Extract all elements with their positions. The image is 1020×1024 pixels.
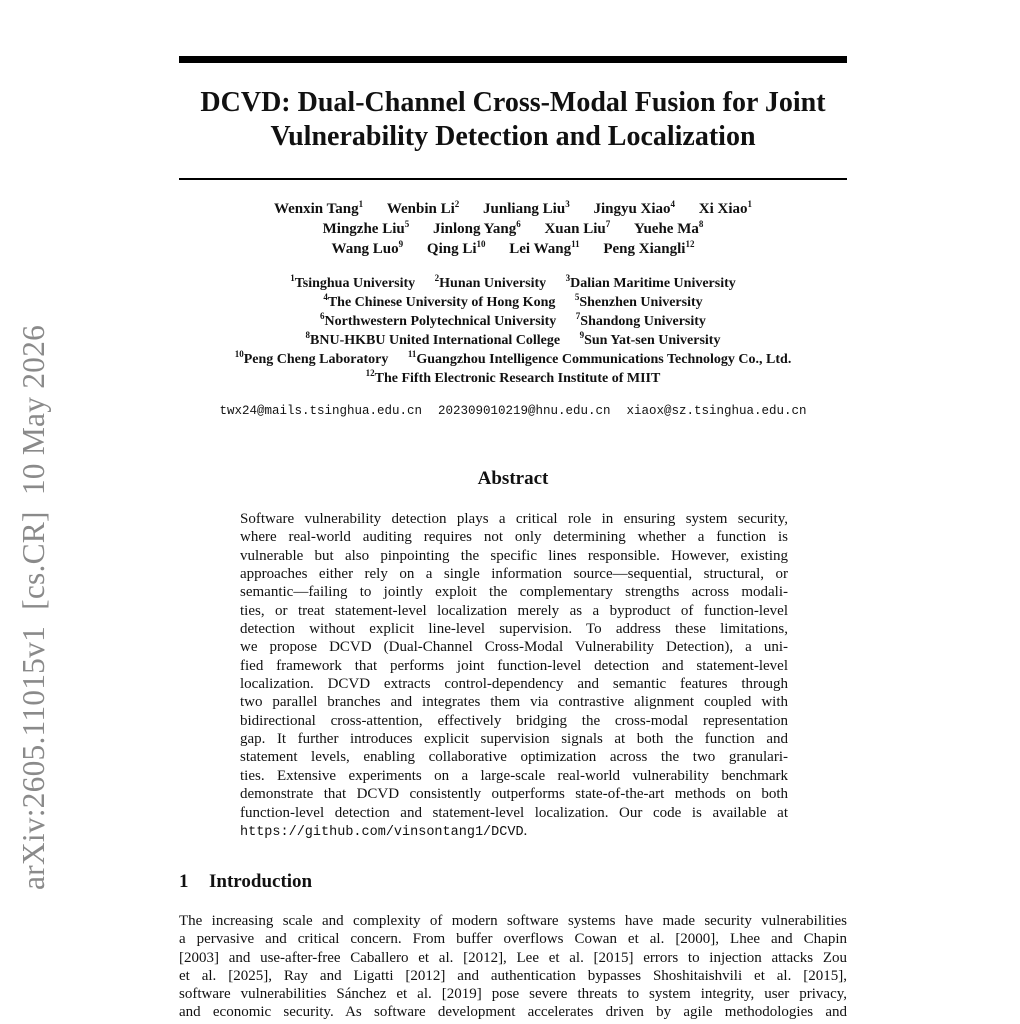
intro-line: [2003] and use-after-free Caballero et al. [2012], Lee et al. [2015] errors to injection attacks Zou xyxy=(179,949,847,966)
author: Mingzhe Liu$^5$ xyxy=(322,219,410,237)
abstract-line: bidirectional cross-attention, effectively bridging the cross-modal representation xyxy=(240,712,788,729)
abstract-line: semantic—failing to jointly exploit the complementary strengths across modali- xyxy=(240,584,788,601)
author: Peng Xiangli$^{12}$ xyxy=(603,239,695,257)
author: Lei Wang$^{11}$ xyxy=(509,239,580,257)
intro-line: et al. [2025], Ray and Ligatti [2012] and authentication bypasses Shoshitaishvili et al. [2015], xyxy=(179,967,847,984)
affiliation: $^{12}$The Fifth Electronic Research Institute of MIIT xyxy=(365,368,661,386)
author: Xuan Liu$^7$ xyxy=(544,219,611,237)
intro-line: a pervasive and critical concern. From buffer overflows Cowan et al. [2000], Lhee and Chapin xyxy=(179,931,847,948)
intro-line: and economic security. As software development accelerates driven by agile methodologies and xyxy=(179,1004,847,1021)
author: Wang Luo$^9$ xyxy=(331,239,404,257)
author: Wenxin Tang$^1$ xyxy=(273,199,364,217)
abstract-line: we propose DCVD (Dual-Channel Cross-Modal Vulnerability Detection), a uni- xyxy=(240,639,788,656)
title-line: DCVD: Dual-Channel Cross-Modal Fusion for Joint xyxy=(200,87,826,118)
abstract-line: vulnerable but also pinpointing the specific lines responsible. However, existing xyxy=(240,547,788,564)
author: Jingyu Xiao$^4$ xyxy=(593,199,676,217)
affiliation-list xyxy=(179,274,847,388)
section-heading-introduction xyxy=(179,871,312,893)
author: Qing Li$^{10}$ xyxy=(426,239,486,257)
abstract-line: gap. It further introduces explicit supervision signals at both the function and xyxy=(240,731,788,748)
affiliation: $^{10}$Peng Cheng Laboratory xyxy=(234,349,389,367)
email[interactable]: 202309010219@hnu.edu.cn xyxy=(437,404,611,418)
affiliation: $^7$Shandong University xyxy=(575,311,706,329)
abstract-line: Software vulnerability detection plays a critical role in ensuring system security, xyxy=(240,511,788,527)
affiliation-line xyxy=(179,350,847,369)
affiliation-line xyxy=(179,274,847,293)
arxiv-identifier-stamp: arXiv:2605.11015v1 [cs.CR] 10 May 2026 xyxy=(16,324,51,890)
abstract-body xyxy=(240,510,788,842)
affiliation-line xyxy=(179,312,847,331)
author: Jinlong Yang$^6$ xyxy=(432,219,521,237)
affiliation: $^9$Sun Yat-sen University xyxy=(579,330,721,348)
author-line xyxy=(179,199,847,219)
affiliation-line xyxy=(179,331,847,350)
abstract-line: function-level detection and statement-level localization. Our code is available at xyxy=(240,804,788,821)
author: Junliang Liu$^3$ xyxy=(483,199,570,217)
email-list xyxy=(179,404,847,418)
affiliation: $^1$Tsinghua University xyxy=(290,273,416,291)
top-rule xyxy=(179,56,847,63)
abstract-line: fied framework that performs joint function-level detection and statement-level xyxy=(240,657,788,674)
abstract-line: detection without explicit line-level supervision. To address these limitations, xyxy=(240,621,788,638)
abstract-line: demonstrate that DCVD consistently outperforms state-of-the-art methods on both xyxy=(240,786,788,803)
affiliation: $^{11}$Guangzhou Intelligence Communications Technology Co., Ltd. xyxy=(407,349,792,367)
author: Wenbin Li$^2$ xyxy=(386,199,460,217)
abstract-line: localization. DCVD extracts control-dependency and semantic features through xyxy=(240,676,788,693)
intro-line: software vulnerabilities Sánchez et al. [2019] pose severe threats to system integrity, user privacy, xyxy=(179,986,847,1003)
introduction-body xyxy=(179,912,847,1022)
affiliation: $^2$Hunan University xyxy=(434,273,547,291)
author-list xyxy=(179,199,847,259)
intro-line: The increasing scale and complexity of modern software systems have made security vulnerabilities xyxy=(179,913,847,929)
author-line xyxy=(179,219,847,239)
code-url-suffix: . xyxy=(523,822,528,839)
section-number: 1 xyxy=(179,871,189,892)
section-title: Introduction xyxy=(209,871,313,892)
code-url-link[interactable]: https://github.com/vinsontang1/DCVD xyxy=(240,824,524,840)
affiliation: $^4$The Chinese University of Hong Kong xyxy=(323,292,556,310)
affiliation: $^5$Shenzhen University xyxy=(574,292,703,310)
abstract-line: ties. Extensive experiments on a large-scale real-world vulnerability benchmark xyxy=(240,767,788,784)
author-line xyxy=(179,239,847,259)
paper-title xyxy=(179,86,847,154)
author: Yuehe Ma$^8$ xyxy=(634,219,704,237)
abstract-line: ties, or treat statement-level localization merely as a byproduct of function-level xyxy=(240,602,788,619)
abstract-heading: Abstract xyxy=(477,468,549,489)
abstract-line: two parallel branches and integrates them via contrastive alignment coupled with xyxy=(240,694,788,711)
email[interactable]: xiaox@sz.tsinghua.edu.cn xyxy=(626,404,807,418)
abstract-line: where real-world auditing requires not only determining whether a function is xyxy=(240,529,788,546)
abstract-last-line xyxy=(240,822,788,842)
affiliation: $^8$BNU-HKBU United International College xyxy=(305,330,561,348)
affiliation-line xyxy=(179,293,847,312)
title-rule xyxy=(179,178,847,180)
email[interactable]: twx24@mails.tsinghua.edu.cn xyxy=(219,404,422,418)
title-line: Vulnerability Detection and Localization xyxy=(270,121,756,152)
author: Xi Xiao$^1$ xyxy=(698,199,753,217)
abstract-line: approaches either rely on a single information source—sequential, structural, or xyxy=(240,566,788,583)
affiliation: $^6$Northwestern Polytechnical University xyxy=(320,311,557,329)
affiliation: $^3$Dalian Maritime University xyxy=(565,273,736,291)
abstract-line: statement levels, enabling collaborative optimization across the two granulari- xyxy=(240,749,788,766)
affiliation-line xyxy=(179,369,847,388)
